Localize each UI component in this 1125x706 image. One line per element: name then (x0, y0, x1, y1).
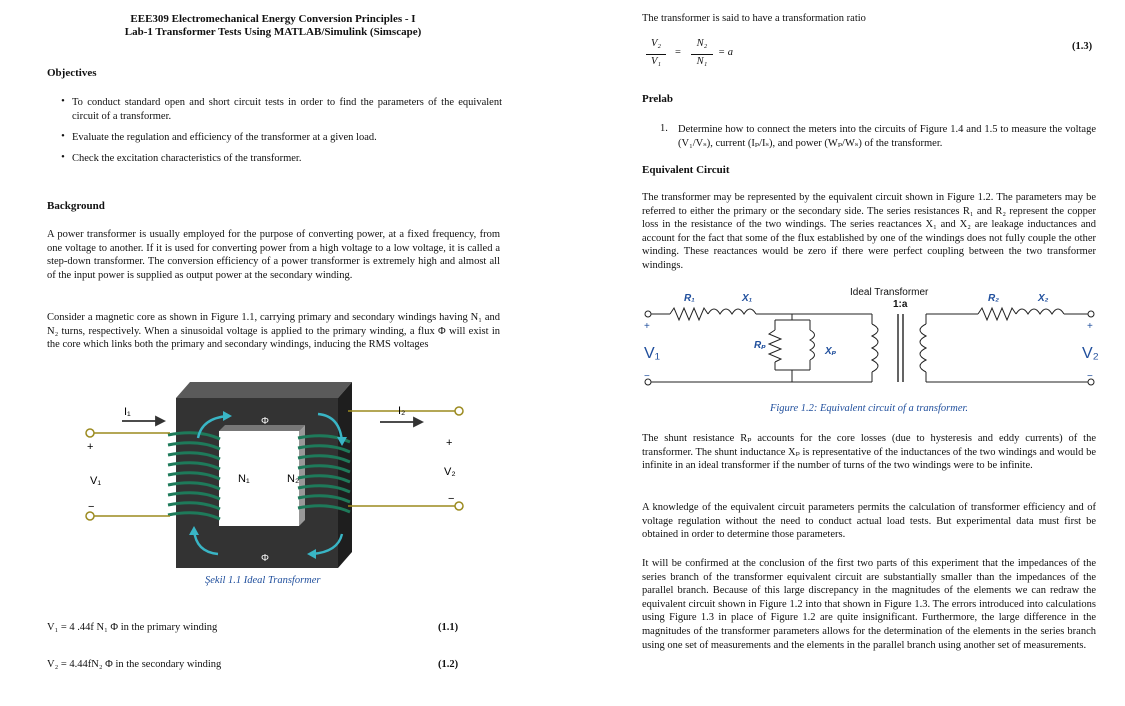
plus-sign-right: + (1087, 321, 1093, 332)
minus-sign-left: − (88, 501, 95, 513)
current-label-i1: I₁ (124, 406, 131, 418)
inductor-x2-icon (1016, 309, 1064, 314)
background-paragraph-1: A power transformer is usually employed for the purpose of converting power, at a fixed frequency, from one voltage to another. If it is used for converting power from a high voltage to a low voltage, it is called a step-down transformer. The conversion efficiency of a power transformer is extremely high and almost all of the input power is supplied as output power at the secondary winding. (47, 229, 500, 281)
secondary-coil-icon (920, 324, 926, 372)
resistor-r2-icon (978, 308, 1016, 320)
resistor-rp-icon (769, 330, 781, 362)
fraction-bar (646, 54, 666, 55)
current-label-i2: I₂ (398, 405, 406, 417)
prelab-item: Determine how to connect the meters into the circuits of Figure 1.4 and 1.5 to measure the voltage (V₁/Vₛ), current (Iₚ/Iₛ), and power (Wₚ/Wₛ) of the transformer. (678, 124, 1096, 149)
bullet-icon: • (61, 152, 65, 163)
equation-1-2-number: (1.2) (438, 659, 459, 670)
objectives-heading: Objectives (47, 67, 97, 79)
list-item: • Check the excitation characteristics of the transformer. (47, 152, 502, 166)
equivalent-circuit-paragraph-1: The transformer may be represented by the equivalent circuit shown in Figure 1.2. The parameters may be referred to either the primary or the secondary side. The series resistances R₁ and R₂ represent the copper loss in the resistance of the two windings. The series reactances X₁ and X₂ are leakage inductances and account for the fact that some of the flux established by one of the windings does not fully couple the other winding. These reactances would be zero if there were perfect coupling between the two transformer windings. (642, 192, 1096, 271)
equivalent-circuit-paragraph-3: A knowledge of the equivalent circuit parameters permits the calculation of transformer efficiency and of voltage regulation without the need to conduct actual load tests. But experimental data must first be obtained in order to determine those parameters. (642, 502, 1096, 541)
label-x1: X₁ (742, 293, 753, 304)
ratio-intro: The transformer is said to have a transformation ratio (642, 13, 866, 24)
ideal-transformer-figure (80, 378, 470, 588)
list-item: • Evaluate the regulation and efficiency of the transformer at a given load. (47, 131, 502, 145)
resistor-r1-icon (670, 308, 708, 320)
equivalent-circuit-paragraph-4: It will be confirmed at the conclusion of the first two parts of this experiment that the impedances of the series branch of the transformer equivalent circuit are substantially smaller than the impedances of the parallel branch. Because of this large discrepancy in the magnitudes of the elements we can redraw the equivalent circuit shown in Figure 1.2 into that shown in Figure 1.3. The errors introduced into calculations using Figure 1.3 in place of Figure 1.2 are quite insignificant. Furthermore, the large difference in the magnitudes of the transformer parameters allows for the determination of the elements in the series branch using one set of measurements and the elements in the parallel branch using another set of measurements. (642, 558, 1096, 651)
equivalent-circuit-figure (640, 282, 1102, 392)
inductor-x1-icon (708, 309, 756, 314)
equation-1-3-number: (1.3) (1072, 41, 1093, 52)
fraction-denominator: V₁ (650, 56, 662, 67)
prelab-item-number: 1. (660, 123, 668, 134)
flux-label-bottom: Φ (261, 553, 269, 564)
label-xp: Xₚ (825, 346, 837, 357)
label-x2: X₂ (1038, 293, 1049, 304)
plus-sign-right: + (446, 437, 453, 449)
plus-sign-left: + (644, 321, 650, 332)
figure-1-1-caption: Şekil 1.1 Ideal Transformer (205, 575, 321, 586)
label-r1: R₁ (684, 293, 695, 304)
minus-sign-right: − (448, 493, 455, 505)
turns-label-n1: N₁ (238, 473, 250, 485)
plus-sign-left: + (87, 441, 94, 453)
document-subtitle: Lab-1 Transformer Tests Using MATLAB/Simulink (Simscape) (124, 26, 422, 38)
background-paragraph-2: Consider a magnetic core as shown in Figure 1.1, carrying primary and secondary windings having N₁ and N₂ turns, respectively. When a sinusoidal voltage is applied to the primary winding, a flux Φ will exist in the core which links both the primary and secondary windings, inducing the RMS voltages (47, 312, 500, 351)
equals-sign: = (675, 47, 681, 58)
list-item: • To conduct standard open and short circuit tests in order to find the parameters of the equivalent circuit of a transformer. (47, 96, 502, 123)
minus-sign-right: − (1087, 371, 1093, 382)
voltage-label-v1: V₁ (90, 475, 102, 487)
background-heading: Background (47, 200, 105, 212)
voltage-label-v2: V₂ (444, 466, 456, 478)
equation-1-1: V₁ = 4 .44f N₁ Φ in the primary winding (47, 622, 218, 633)
equation-1-2: V₂ = 4.44fN₂ Φ in the secondary winding (47, 659, 222, 670)
fraction-bar (691, 54, 713, 55)
label-r2: R₂ (988, 293, 1000, 304)
minus-sign-left: − (644, 371, 650, 382)
label-v2: V₂ (1082, 345, 1099, 362)
label-rp: Rₚ (754, 340, 767, 351)
turns-label-n2: N₂ (287, 473, 300, 485)
figure-1-2-caption: Figure 1.2: Equivalent circuit of a transformer. (769, 403, 969, 414)
turns-ratio-label: 1:a (893, 299, 908, 310)
fraction-numerator: V₂ (650, 38, 662, 49)
inductor-xp-icon (810, 330, 815, 360)
equation-1-1-number: (1.1) (438, 622, 459, 633)
ideal-transformer-label: Ideal Transformer (850, 287, 929, 298)
primary-coil-icon (872, 324, 878, 372)
equation-1-3 (646, 38, 1106, 80)
document-title: EEE309 Electromechanical Energy Conversion Principles - I (130, 13, 416, 25)
bullet-icon: • (61, 96, 65, 107)
equivalent-circuit-paragraph-2: The shunt resistance Rₚ accounts for the core losses (due to hysteresis and eddy currents) of the transformer. The shunt inductance Xₚ is representative of the inductances of the two windings and would be infinite in an ideal transformer if the number of turns of the two windings were to be infinite. (642, 433, 1096, 472)
flux-label-top: Φ (261, 416, 269, 427)
equivalent-circuit-heading: Equivalent Circuit (642, 164, 730, 176)
prelab-heading: Prelab (642, 93, 673, 105)
fraction-denominator: N₁ (696, 56, 708, 67)
label-v1: V₁ (644, 345, 661, 362)
bullet-icon: • (61, 131, 65, 142)
ratio-symbol: = a (718, 47, 733, 58)
fraction-numerator: N₂ (696, 38, 708, 49)
